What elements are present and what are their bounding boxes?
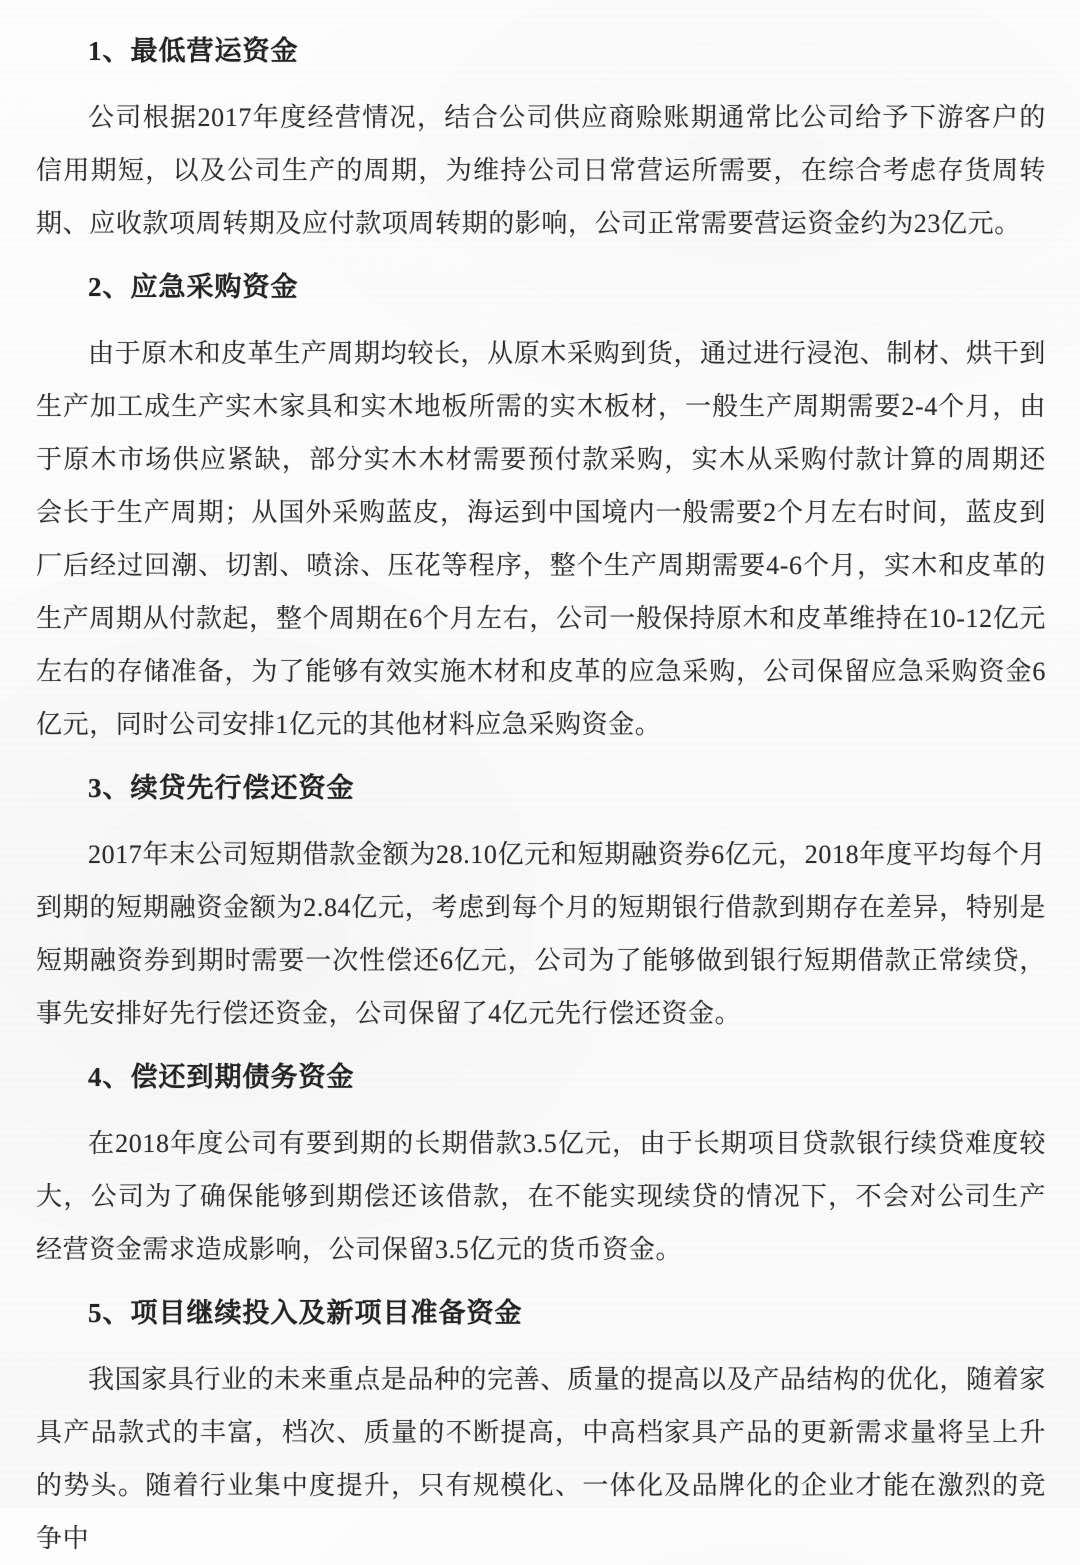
section-heading: 5、项目继续投入及新项目准备资金 [88,1298,523,1328]
section-heading: 3、续贷先行偿还资金 [88,773,355,803]
section-project-investment-preparation-funds [36,1287,1046,1565]
section-paragraph: 在2018年度公司有要到期的长期借款3.5亿元，由于长期项目贷款银行续贷难度较大，公司为了确保能够到期偿还该借款，在不能实现续贷的情况下，不会对公司生产经营资金需求造成影响，公司保留3.5亿元的货币资金。 [36,1129,1046,1264]
section-paragraph: 2017年末公司短期借款金额为28.10亿元和短期融资券6亿元，2018年度平均每个月到期的短期融资金额为2.84亿元，考虑到每个月的短期银行借款到期存在差异，特别是短期融资券到期时需要一次性偿还6亿元，公司为了能够做到银行短期借款正常续贷，事先安排好先行偿还资金，公司保留了4亿元先行偿还资金。 [36,840,1046,1028]
section-loan-renewal-prepayment-funds [36,762,1046,1040]
section-maturing-debt-repayment-funds [36,1051,1046,1276]
section-heading: 2、应急采购资金 [88,272,299,302]
section-minimum-working-capital [36,25,1046,250]
section-paragraph: 我国家具行业的未来重点是品种的完善、质量的提高以及产品结构的优化，随着家具产品款式的丰富，档次、质量的不断提高，中高档家具产品的更新需求量将呈上升的势头。随着行业集中度提升，只有规模化、一体化及品牌化的企业才能在激烈的竞争中 [36,1365,1046,1553]
section-paragraph: 由于原木和皮革生产周期均较长，从原木采购到货，通过进行浸泡、制材、烘干到生产加工成生产实木家具和实木地板所需的实木板材，一般生产周期需要2-4个月，由于原木市场供应紧缺，部分实木木材需要预付款采购，实木从采购付款计算的周期还会长于生产周期；从国外采购蓝皮，海运到中国境内一般需要2个月左右时间，蓝皮到厂后经过回潮、切割、喷涂、压花等程序，整个生产周期需要4-6个月，实木和皮革的生产周期从付款起，整个周期在6个月左右，公司一般保持原木和皮革维持在10-12亿元左右的存储准备，为了能够有效实施木材和皮革的应急采购，公司保留应急采购资金6亿元，同时公司安排1亿元的其他材料应急采购资金。 [36,339,1046,739]
section-heading: 4、偿还到期债务资金 [88,1062,355,1092]
section-paragraph: 公司根据2017年度经营情况，结合公司供应商赊账期通常比公司给予下游客户的信用期短，以及公司生产的周期，为维持公司日常营运所需要，在综合考虑存货周转期、应收款项周转期及应付款项周转期的影响，公司正常需要营运资金约为23亿元。 [36,103,1046,238]
section-heading: 1、最低营运资金 [88,36,299,66]
section-emergency-procurement-funds [36,261,1046,751]
